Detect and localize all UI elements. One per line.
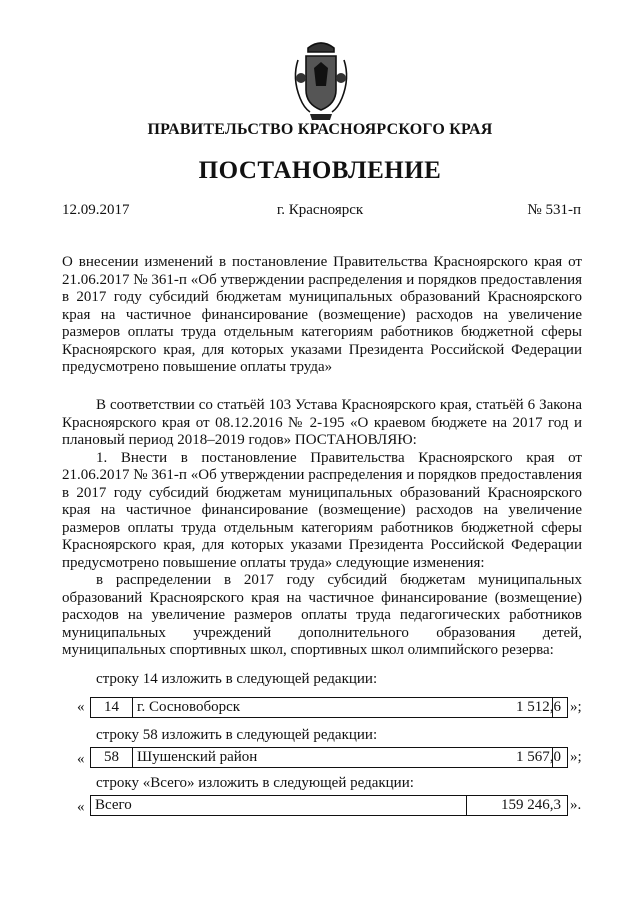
document-title: О внесении изменений в постановление Правительства Красноярского края от 21.06.2017 № 361-п «Об утверждении распределения и порядков предоставления в 2017 году субсидий бюджетам муниципальных образований Красноярского края на частичное финансирование (возмещение) расходов на увеличение размеров оплаты труда отдельным категориям работников бюджетной сферы Красноярского края, для которых указами Президента Российской Федерации предусмотрено повышение оплаты труда» [62,254,582,375]
preamble-paragraph: В соответствии со статьёй 103 Устава Красноярского края, статьёй 6 Закона Красноярского края от 08.12.2016 № 2-195 «О краевом бюджете на 2017 год и плановый период 2018–2019 годов» ПОСТАНОВЛЯЮ: [62,397,582,448]
table-row [90,697,568,718]
document-date: 12.09.2017 [62,202,130,218]
table-row [90,795,568,816]
body-text [62,397,582,660]
row-name-cell: Шушенский район [133,748,553,767]
coat-of-arms-emblem [290,38,352,122]
open-quote: « [77,751,85,767]
subitem-paragraph: в распределении в 2017 году субсидий бюджетам муниципальных образований Красноярского края на частичное финансирование (возмещение) расходов на увеличение размеров оплаты труда педагогических работников муниципальных учреждений дополнительного образования детей, муниципальных спортивных школ, спортивных школ олимпийского резерва: [62,572,582,658]
close-quote: ». [570,797,582,813]
document-city: г. Красноярск [276,202,364,218]
row-number-cell: 14 [91,698,133,717]
change-instruction: строку 58 изложить в следующей редакции: [96,727,378,743]
open-quote: « [77,799,85,815]
document-number: № 531-п [527,202,581,218]
change-instruction: строку «Всего» изложить в следующей редакции: [96,775,414,791]
row-value-cell: 159 246,3 [501,797,561,813]
row-value-cell: 1 512,6 [516,699,561,715]
item-1-paragraph: 1. Внести в постановление Правительства Красноярского края от 21.06.2017 № 361-п «Об утверждении распределения и порядков предоставления в 2017 году субсидий бюджетам муниципальных образований Красноярского края на частичное финансирование (возмещение) расходов на увеличение размеров оплаты труда отдельным категориям работников бюджетной сферы Красноярского края, для которых указами Президента Российской Федерации предусмотрено повышение оплаты труда» следующие изменения: [62,449,582,571]
organization-name: ПРАВИТЕЛЬСТВО КРАСНОЯРСКОГО КРАЯ [147,121,493,138]
table-row [90,747,568,768]
close-quote: »; [570,699,582,715]
row-number-cell: 58 [91,748,133,767]
row-value-cell: 1 567,0 [516,749,561,765]
row-name-cell: Всего [91,796,467,815]
change-instruction: строку 14 изложить в следующей редакции: [96,671,378,687]
open-quote: « [77,699,85,715]
document-type: ПОСТАНОВЛЕНИЕ [198,157,442,184]
close-quote: »; [570,749,582,765]
row-name-cell: г. Сосновоборск [133,698,553,717]
